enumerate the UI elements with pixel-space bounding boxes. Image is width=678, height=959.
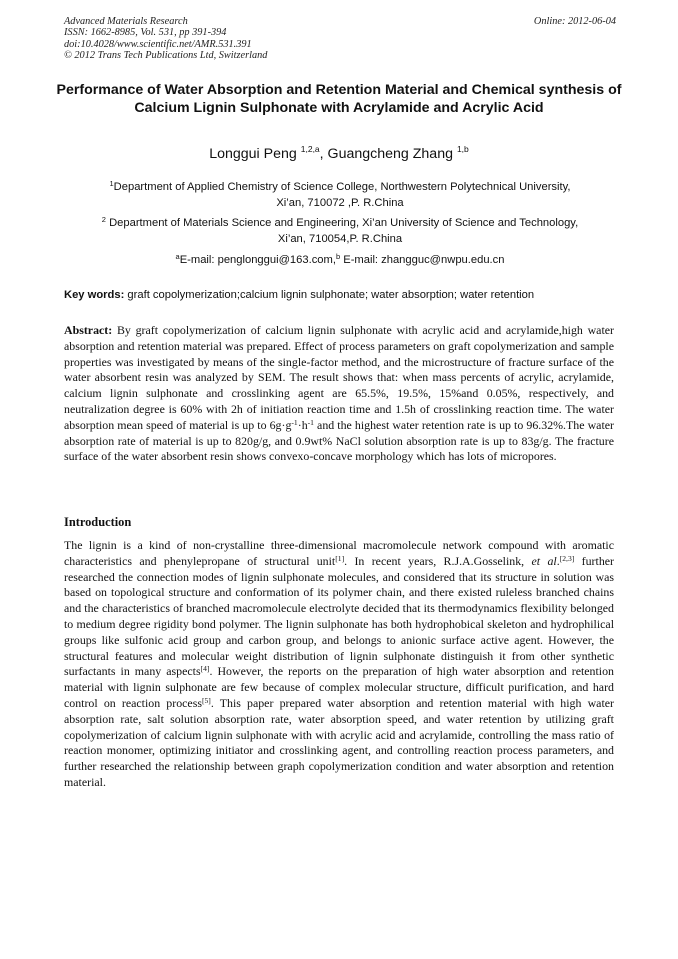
journal-header: [64, 16, 616, 62]
citation-ref: [1]: [335, 553, 345, 563]
abstract-text: ·h: [297, 417, 308, 432]
body-text: further researched the connection modes of lignin sulphonate molecules, and considered that its structure in solution was based on topological structure and conformation of its polymer chain, and there existed ruleless branched chains and the characteristics of branched macromolecule electrolyte decided that its thermodynamics flexibility belonged to medium degree rigidity bond polymer. The lignin sulphonate has both hydrophobical skeleton and hydrophilical groups like sulfonic acid group and carbon group, and belongs to anionic surface active agent. However, the structural features and molecular weight distribution of lignin sulphonate distinguish it from other synthetic surfactants in many aspects: [64, 553, 614, 679]
superscript: -1: [307, 417, 314, 427]
email-text: E-mail: penglonggui@163.com,: [179, 254, 336, 266]
journal-name: Advanced Materials Research: [64, 16, 188, 27]
author-affiliation-marker: 1,2,a: [300, 144, 320, 154]
author-separator: ,: [319, 146, 328, 162]
affiliation-text: Xi’an, 710072 ,P. R.China: [276, 196, 404, 209]
online-date: Online: 2012-06-04: [533, 16, 616, 27]
affiliation-text: Department of Materials Science and Engineering, Xi’an University of Science and Technology,: [109, 217, 579, 229]
body-text: .: [556, 553, 560, 568]
affiliation-2: [64, 216, 616, 247]
affiliation-number: 1: [109, 179, 114, 188]
section-heading-introduction: Introduction: [64, 515, 132, 529]
superscript: -1: [291, 417, 298, 427]
copyright-line: © 2012 Trans Tech Publications Ltd, Switzerland: [64, 50, 268, 62]
email-marker: a: [175, 252, 180, 261]
affiliation-number: 2: [101, 215, 106, 224]
body-text: . In recent years, R.J.A.Gosselink,: [344, 553, 532, 568]
citation-ref: [5]: [201, 695, 211, 705]
introduction-paragraph: [64, 538, 614, 791]
email-line: [64, 253, 616, 269]
author-line: [40, 146, 638, 162]
abstract-paragraph: [64, 323, 614, 465]
keywords-text: graft copolymerization;calcium lignin sulphonate; water absorption; water retention: [124, 289, 535, 301]
author-affiliation-marker: 1,b: [456, 144, 469, 154]
body-text: The lignin is a kind of non-crystalline three-dimensional macromolecule network compound with aromatic characteristics and phenylepropane of structural unit: [64, 538, 614, 568]
abstract-label: Abstract:: [64, 323, 113, 337]
author-name: Guangcheng Zhang: [327, 146, 453, 162]
citation-ref: [4]: [200, 664, 210, 674]
issn-line: ISSN: 1662-8985, Vol. 531, pp 391-394: [64, 27, 227, 39]
keywords: [64, 288, 624, 303]
abstract-text: and the highest water retention rate is up to 96.32%.The water absorption rate of material is up to 820g/g, and 0.9wt% NaCl solution absorption rate is up to 83g/g. The fracture surface of the water absorbent resin shows convexo-concave morphology which has lots of micropores.: [64, 417, 614, 464]
body-text: . This paper prepared water absorption and retention material with high water absorption rate, salt solution absorption rate, water absorption speed, and water retention by utilizing graft copolymerization of calcium lignin sulphonate with with acrylic acid and acrylamide, controlling the mass ratio of reaction monomer, optimizing initiator and crosslinking agent, and controlling reaction process parameters, and further researched the relationship between graph copolymerization condition and water absorption and retention material.: [64, 695, 614, 789]
affiliation-text: Xi’an, 710054,P. R.China: [277, 232, 403, 245]
abstract-text: By graft copolymerization of calcium lignin sulphonate with acrylic acid and acrylamide,high water absorption and retention material was prepared. Effect of process parameters on graft copolymerization and sample properties was investigated by means of the single-factor method, and the microstructure of fracture surface of the water absorbent resin was analyzed by SEM. The result shows that: when mass percents of acrylic, acrylamide, calcium lignin sulphonate and crosslinking agent are 65.5%, 19.5%, 15%and 0.05%, respectively, and neutralization degree is 60% with 2h of initiation reaction time and 1.5h of crosslinking reaction time. The water absorption mean speed of material is up to 6g·g: [64, 323, 614, 432]
body-text-italic: et al: [531, 553, 557, 568]
email-text: E-mail: zhangguc@nwpu.edu.cn: [340, 254, 505, 266]
body-text: . However, the reports on the preparation of high water absorption and retention material with lignin sulphonate are few because of complex molecular structure, difficult purification, and hard control on reaction process: [64, 664, 614, 710]
affiliation-text: Department of Applied Chemistry of Science College, Northwestern Polytechnical University,: [113, 181, 571, 193]
author-name: Longgui Peng: [209, 146, 297, 162]
paper-title: Performance of Water Absorption and Retention Material and Chemical synthesis of Calcium Lignin Sulphonate with Acrylamide and Acrylic Acid: [56, 82, 622, 116]
keywords-label: Key words:: [64, 289, 125, 301]
citation-ref: [2,3]: [559, 553, 575, 563]
doi-line: doi:10.4028/www.scientific.net/AMR.531.391: [64, 38, 252, 50]
email-marker: b: [335, 252, 341, 261]
affiliation-1: [64, 180, 616, 211]
